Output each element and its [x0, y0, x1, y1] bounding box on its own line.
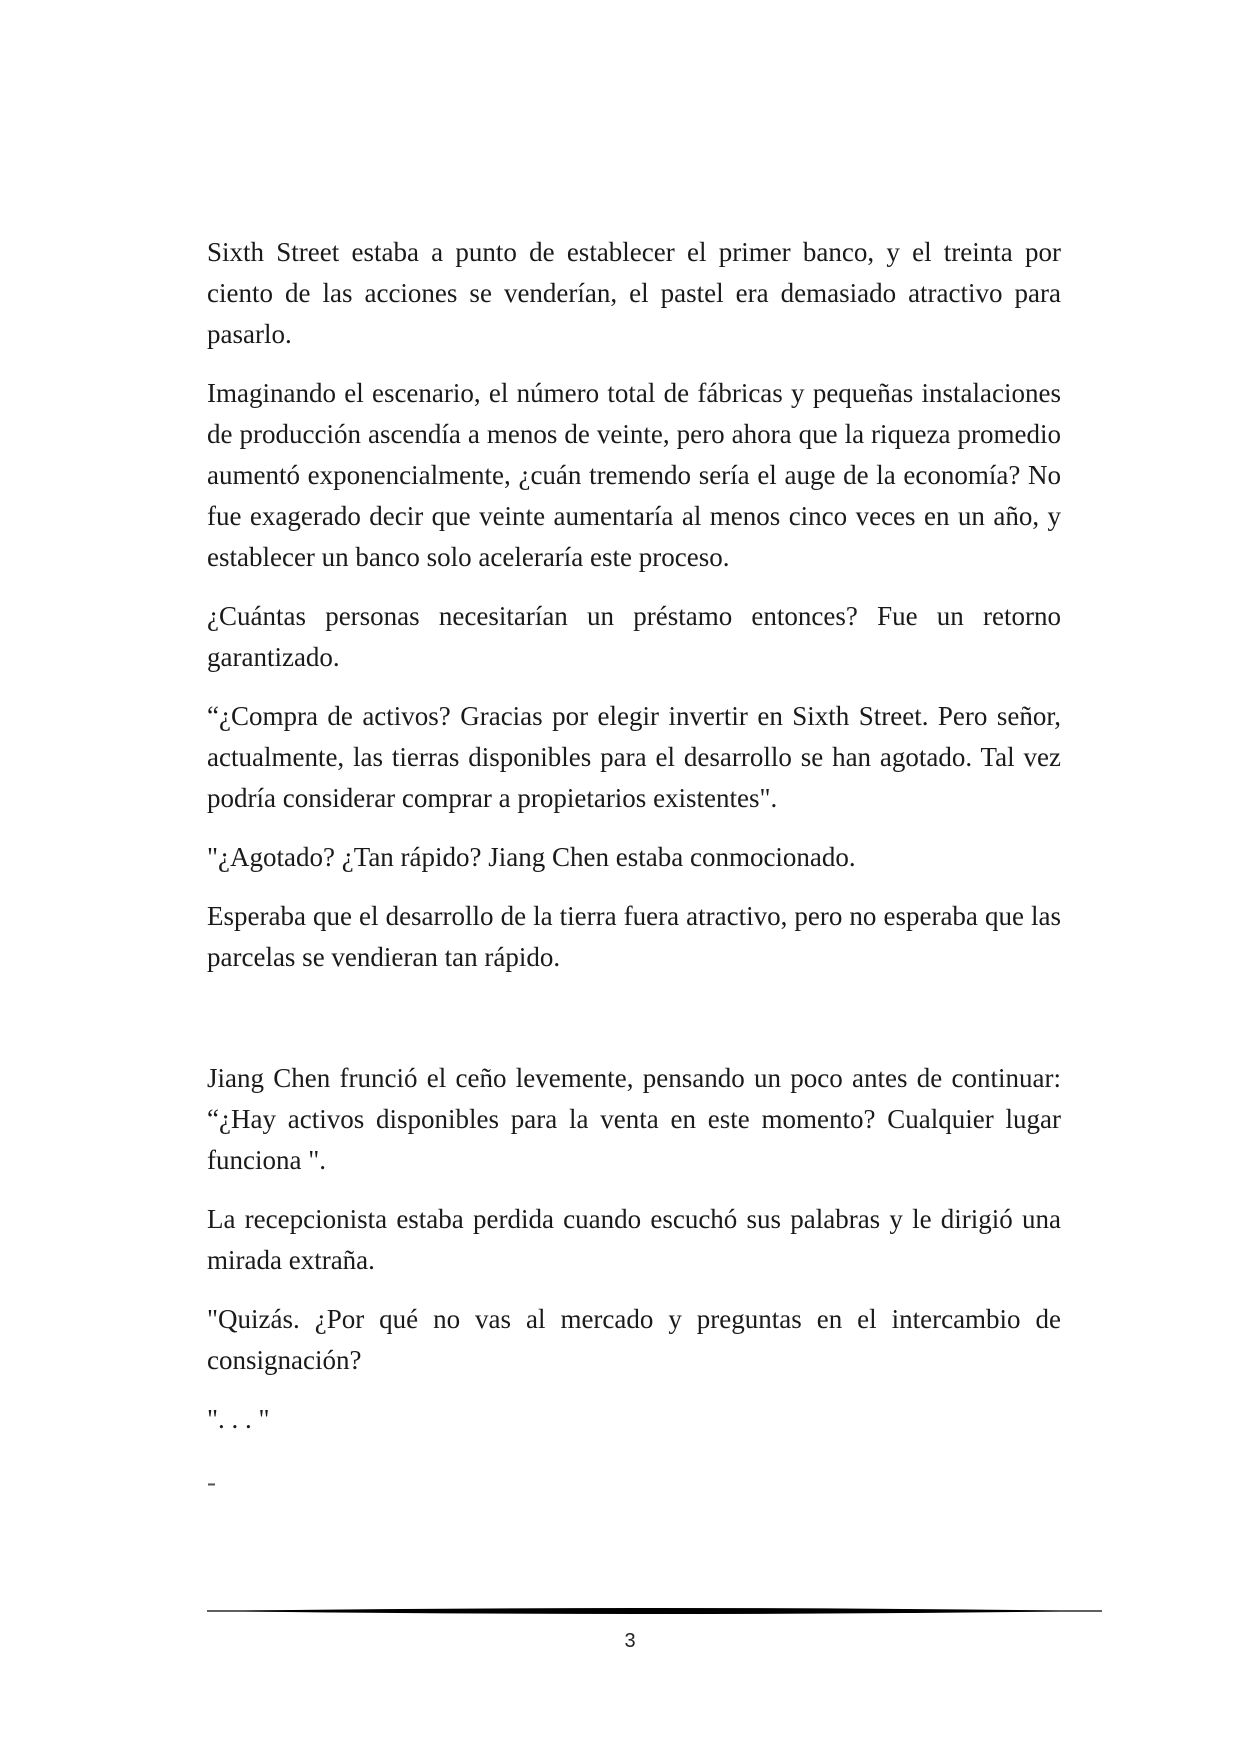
paragraph: "Quizás. ¿Por qué no vas al mercado y preguntas en el intercambio de consignación?: [207, 1304, 1061, 1375]
page-number: 3: [624, 1630, 636, 1652]
paragraph: La recepcionista estaba perdida cuando escuchó sus palabras y le dirigió una mirada extraña.: [207, 1204, 1061, 1275]
footer-rule: [207, 1605, 1102, 1619]
paragraph: Imaginando el escenario, el número total de fábricas y pequeñas instalaciones de producción ascendía a menos de veinte, pero ahora que la riqueza promedio aumentó exponencialmente, ¿cuán tremendo sería el auge de la economía? No fue exagerado decir que veinte aumentaría al menos cinco veces en un año, y establecer un banco solo aceleraría este proceso.: [207, 378, 1061, 572]
paragraph: ¿Cuántas personas necesitarían un préstamo entonces? Fue un retorno garantizado.: [207, 601, 1061, 672]
paragraph: Sixth Street estaba a punto de establecer el primer banco, y el treinta por ciento de las acciones se venderían, el pastel era demasiado atractivo para pasarlo.: [207, 237, 1061, 349]
paragraph: “¿Compra de activos? Gracias por elegir invertir en Sixth Street. Pero señor, actualmente, las tierras disponibles para el desarrollo se han agotado. Tal vez podría considerar comprar a propietarios existentes".: [207, 701, 1061, 813]
paragraph: Jiang Chen frunció el ceño levemente, pensando un poco antes de continuar: “¿Hay activos disponibles para la venta en este momento? Cualquier lugar funciona ".: [207, 1063, 1061, 1175]
paragraph: Esperaba que el desarrollo de la tierra fuera atractivo, pero no esperaba que las parcelas se vendieran tan rápido.: [207, 901, 1061, 972]
paragraph: ". . . ": [207, 1404, 270, 1434]
paragraph-dash: -: [207, 1467, 216, 1497]
paragraph: "¿Agotado? ¿Tan rápido? Jiang Chen estaba conmocionado.: [207, 842, 856, 872]
page-body: [207, 232, 1061, 1521]
